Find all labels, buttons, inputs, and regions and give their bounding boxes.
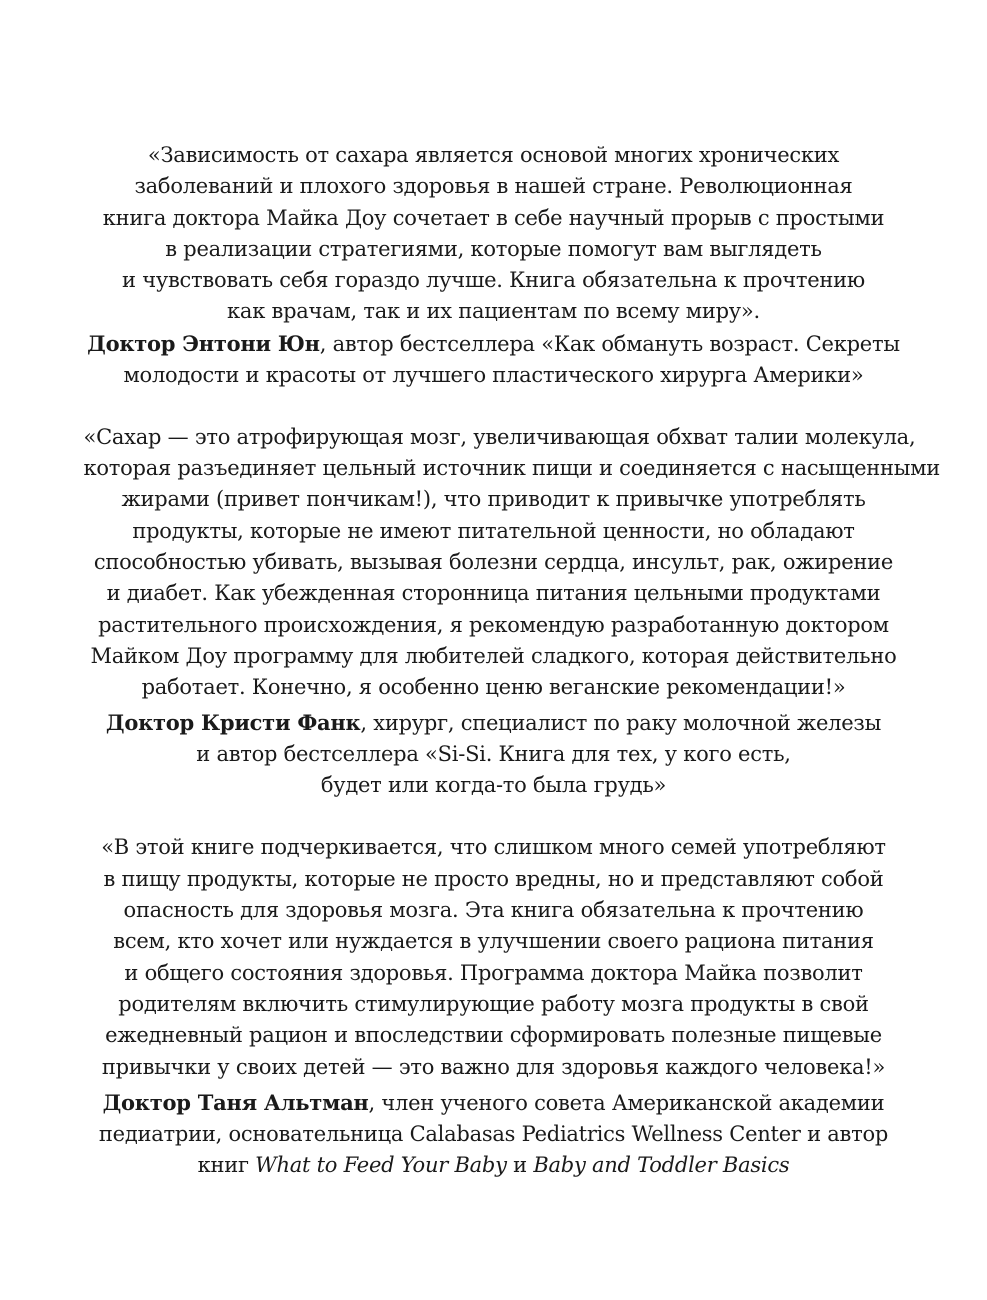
quote-line: и чувствовать себя гораздо лучше. Книга обязательна к прочтению: [122, 268, 865, 293]
author-name: Доктор Кристи Фанк: [105, 710, 361, 736]
author-credentials: , хирург, специалист по раку молочной железы: [360, 711, 882, 736]
testimonial-2: [83, 422, 941, 802]
quote-line: «В этой книге подчеркивается, что слишком много семей употребляют: [101, 835, 886, 860]
quote-line: привычки у своих детей — это важно для здоровья каждого человека!»: [101, 1054, 886, 1079]
quote-line: в реализации стратегиями, которые помогут вам выглядеть: [165, 236, 822, 261]
testimonial-1: [84, 140, 904, 391]
quote-line: и общего состояния здоровья. Программа доктора Майка позволит: [124, 960, 863, 985]
endorsements-page: [0, 140, 987, 1181]
quote-line: опасность для здоровья мозга. Эта книга обязательна к прочтению: [123, 898, 864, 923]
testimonial-attribution: [84, 707, 904, 801]
testimonial-quote: [83, 422, 941, 704]
attribution-line: [84, 1150, 904, 1181]
quote-line: и диабет. Как убежденная сторонница питания цельными продуктами: [106, 581, 881, 606]
testimonial-attribution: [84, 1087, 904, 1181]
testimonial-attribution: [84, 328, 904, 391]
quote-line: работает. Конечно, я особенно ценю веганские рекомендации!»: [141, 675, 846, 700]
book-title: Baby and Toddler Basics: [533, 1152, 790, 1177]
quote-line: как врачам, так и их пациентам по всему миру».: [227, 299, 760, 324]
quote-line: «Зависимость от сахара является основой многих хронических: [147, 143, 840, 167]
attribution-line: [84, 1087, 904, 1119]
quote-line: заболеваний и плохого здоровья в нашей стране. Революционная: [134, 174, 853, 199]
attribution-line: [84, 707, 904, 739]
quote-line: «Сахар — это атрофирующая мозг, увеличивающая обхват талии молекула,: [83, 424, 916, 449]
quote-line: которая разъединяет цельный источник пищи и соединяется с насыщенными: [83, 456, 941, 481]
author-name: Доктор Энтони Юн: [87, 330, 320, 356]
quote-line: Майком Доу программу для любителей сладкого, которая действительно: [90, 643, 897, 668]
author-credentials: , член ученого совета Американской академии: [368, 1090, 885, 1115]
quote-line: ежедневный рацион и впоследствии сформировать полезные пищевые: [105, 1023, 882, 1048]
quote-line: способностью убивать, вызывая болезни сердца, инсульт, рак, ожирение: [93, 549, 894, 574]
quote-line: родителям включить стимулирующие работу мозга продукты в свой: [118, 991, 869, 1016]
attribution-line: и автор бестселлера «Si-Si. Книга для тех, у кого есть,: [196, 742, 791, 767]
quote-line: всем, кто хочет или нуждается в улучшении своего рациона питания: [113, 929, 874, 954]
quote-line: книга доктора Майка Доу сочетает в себе научный прорыв с простыми: [102, 205, 885, 230]
quote-line: растительного происхождения, я рекомендую разработанную доктором: [98, 612, 889, 637]
books-prefix: книг: [197, 1152, 256, 1177]
quote-line: жирами (привет пончикам!), что приводит к привычке употреблять: [121, 487, 866, 512]
quote-line: продукты, которые не имеют питательной ценности, но обладают: [132, 518, 855, 543]
testimonial-quote: [84, 832, 904, 1082]
conjunction: и: [506, 1152, 534, 1177]
author-credentials: , автор бестселлера «Как обмануть возраст. Секреты: [319, 331, 900, 356]
attribution-line: будет или когда-то была грудь»: [320, 773, 667, 798]
book-title: What to Feed Your Baby: [255, 1152, 507, 1177]
testimonial-3: [84, 832, 904, 1180]
quote-line: в пищу продукты, которые не просто вредны, но и представляют собой: [103, 866, 884, 891]
attribution-line: [84, 328, 904, 360]
attribution-line: молодости и красоты от лучшего пластического хирурга Америки»: [123, 362, 864, 387]
author-name: Доктор Таня Альтман: [102, 1089, 369, 1115]
testimonial-quote: [84, 140, 904, 328]
attribution-line: педиатрии, основательница Calabasas Pediatrics Wellness Center и автор: [98, 1121, 889, 1146]
